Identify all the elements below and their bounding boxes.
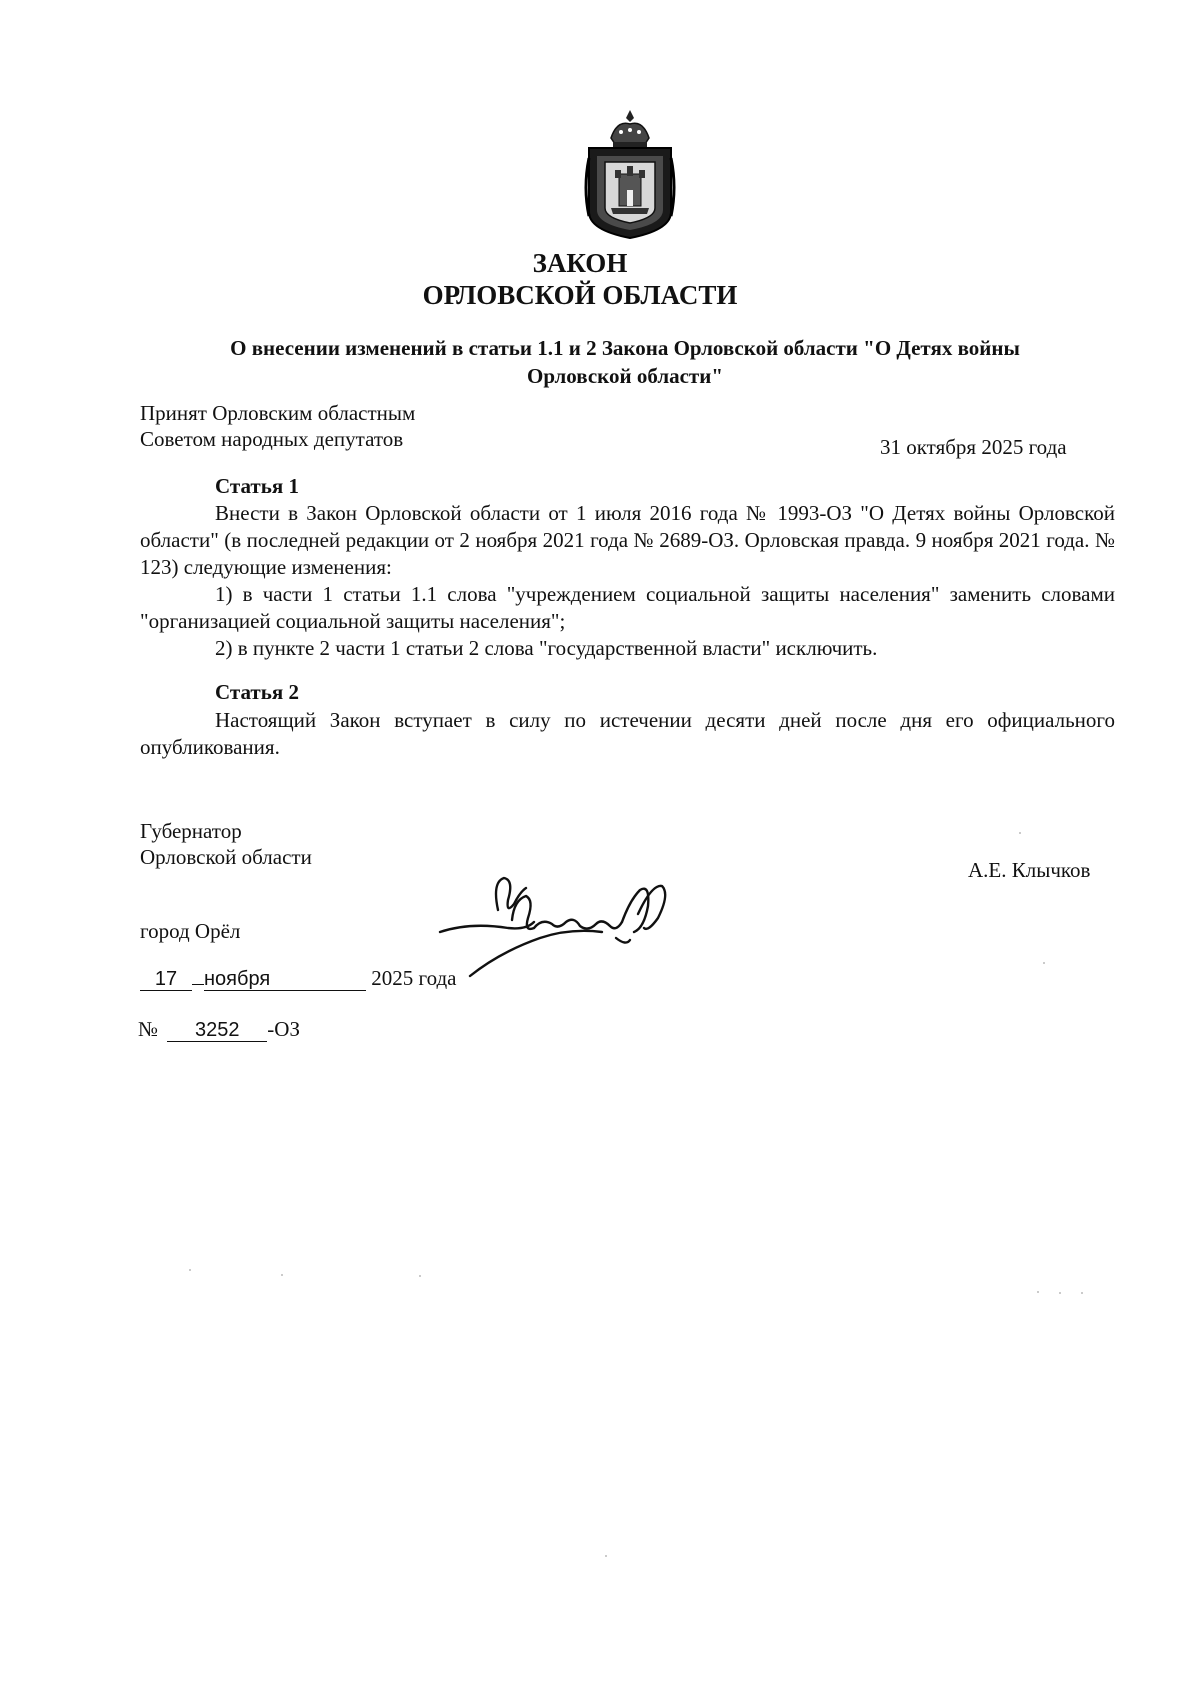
signatory-name: А.Е. Клычков <box>968 858 1091 882</box>
signing-month: ноября <box>204 968 366 991</box>
article1-item1: 1) в части 1 статьи 1.1 слова "учреждением социальной защиты населения" заменить словами "организацией социальной защиты населения"; <box>140 582 1115 633</box>
city: город Орёл <box>140 919 241 943</box>
adoption-line2: Советом народных депутатов <box>140 427 404 451</box>
article1-heading: Статья 1 <box>215 474 299 498</box>
signatory-position-line1: Губернатор <box>140 819 242 843</box>
signing-day: 17 <box>140 968 192 991</box>
document-title-line1: ЗАКОН <box>532 248 628 278</box>
article2-heading: Статья 2 <box>215 680 299 704</box>
adoption-date: 31 октября 2025 года <box>880 435 1067 459</box>
law-number-suffix: -ОЗ <box>267 1017 300 1041</box>
signatory-position-line2: Орловской области <box>140 845 312 869</box>
subtitle-line1: О внесении изменений в статьи 1.1 и 2 Закона Орловской области "О Детях войны <box>230 336 1020 360</box>
article1-intro: Внести в Закон Орловской области от 1 июля 2016 года № 1993-ОЗ "О Детях войны Орловской области" (в последней редакции от 2 ноября 2021 года № 2689-ОЗ. Орловская правда. 9 ноября 2021 года. № 123) следующие изменения: <box>140 501 1115 579</box>
subtitle-line2: Орловской области" <box>527 364 723 388</box>
law-number-value: 3252 <box>167 1019 267 1042</box>
adoption-line1: Принят Орловским областным <box>140 401 416 425</box>
article2-text: Настоящий Закон вступает в силу по истечении десяти дней после дня его официального опубликования. <box>140 708 1115 759</box>
signing-year: 2025 года <box>371 966 457 990</box>
article1-item2: 2) в пункте 2 части 1 статьи 2 слова "государственной власти" исключить. <box>215 636 878 660</box>
document-title-line2: ОРЛОВСКОЙ ОБЛАСТИ <box>422 280 738 310</box>
number-sign: № <box>138 1017 159 1041</box>
